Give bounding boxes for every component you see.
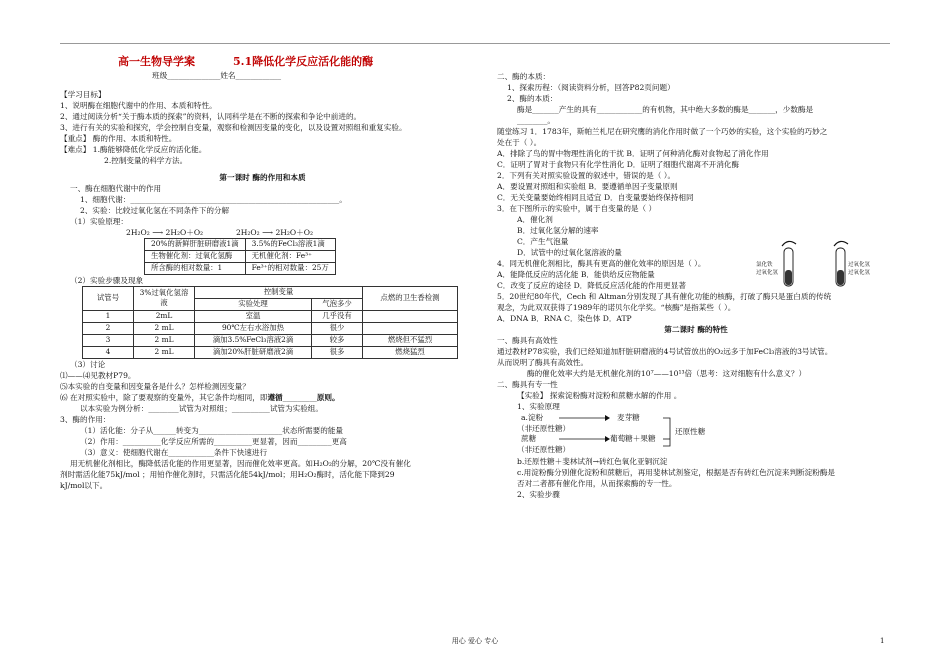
key-points: 【重点】 酶的作用、本质和特性。 (60, 133, 177, 143)
starch-label: a.淀粉 (521, 413, 544, 422)
page-title (118, 54, 465, 70)
exercise-1: 随堂练习 1．1783年，斯帕兰札尼在研究鹰的消化作用时做了一个巧妙的实验，这个实验的巧妙之 (497, 127, 828, 136)
lesson-2-heading: 第二课时 酶的特性 (664, 325, 728, 334)
function-line: （2）作用：__________化学反应所需的__________更显著，因而_________更高 (80, 436, 347, 446)
exercise-2: 2．下列有关对照实验设置的叙述中，错误的是（ ）。 (497, 171, 676, 180)
equation-row: 2H₂O₂ ⟶ 2H₂O＋O₂ 2H₂O₂ ⟶ 2H₂O＋O₂ (126, 227, 314, 237)
objective-1: 1、说明酶在细胞代谢中的作用、本质和特性。 (60, 100, 217, 110)
table-row: 2 2 mL 90℃左右水浴加热 很少 (83, 322, 458, 334)
objective-2: 2、通过阅读分析“关于酶本质的探索”的资料，认同科学是在不断的探索和争论中前进的。 (60, 111, 362, 121)
right-column: 二、酶的本质： 1、探索历程：（阅读资料分析，回答P82页问题） 2、酶的本质： 酶是_______产生的具有____________的有机物，其中绝大多数的酶是_______，少数酶是 ________。 随堂练习 1．1783年，斯帕兰札尼在研究鹰的消化作用时做了一个巧妙的实验，这个实验的巧妙之 处在于（ ）。 A．排除了鸟的胃中物理性消化的干扰 B．证明了何种消化酶对食物起了消化作用 C．证明了胃对于食物只有化学性消化 D．证明了细胞代谢离不开消化酶 2．下列有关对照实验设置的叙述中，错误的是（ ）。 A．要设置对照组和实验组 B．要遵循单因子变量原则 C．无关变量要始终相同且适宜 D．自变量要始终保持相同 3．在下图所示的实验中，属于自变量的是（ ） A．催化剂 B．过氧化氢分解的速率 C．产生气泡量 D．试管中的过氧化氢溶液的量 4．同无机催化剂相比，酶具有更高的催化效率的原因是（ ）。 A．能降低反应的活化能 B．能供给反应物能量 C．改变了反应的途径 D．降低反应活化能的作用更显著 5．20世纪80年代，Cech 和 Altman分别发现了具有催化功能的核酶，打破了酶只是蛋白质的传统 观念，为此双双获得了1989年的诺贝尔化学奖。“核酶”是指某些（ ）。 A．DNA B．RNA C．染色体 D．ATP 第二课时 酶的特性 一、酶具有高效性 通过教材P78实验，我们已经知道加肝脏研磨液的4号试管放出的O₂远多于加FeCl₃溶液的3号试管。 从而说明了酶具有高效性。 酶的催化效率大约是无机催化剂的10⁷——10¹³倍（思考：这对细胞有什么意义？） 二、酶具有专一性 【实验】 探索淀粉酶对淀粉和蔗糖水解的作用 。 1、实验原理 a.淀粉 （非还原性糖） 麦芽糖 蔗糖 （非还原性糖） 葡萄糖＋果糖 还原性糖 b.还原性糖＋斐林试剂→砖红色氧化亚铜沉淀 c.用淀粉酶分别催化淀粉和蔗糖后，再用斐林试剂鉴定，根据是否有砖红色沉淀来判断淀粉酶是 否对二者都有催化作用，从而探索酶的专一性。 2、实验步骤 (497, 71, 895, 500)
exercise-3: 3．在下图所示的实验中，属于自变量的是（ ） (497, 204, 657, 213)
section-1-heading: 一、酶在细胞代谢中的作用 (70, 183, 162, 193)
lesson-1-heading: 第一课时 酶的作用和本质 (219, 172, 306, 182)
objective-3: 3、进行有关的实验和探究，学会控制自变量，观察和检测因变量的变化，以及设置对照组和重复实验。 (60, 122, 407, 132)
enzyme-function-heading: 3、酶的作用： (60, 414, 111, 424)
discussion-1: ⑴——⑷见教材P79。 (60, 370, 136, 380)
significance-line: （3）意义：使细胞代谢在____________条件下快速进行 (80, 447, 268, 457)
test-tube-figure: 氯化铁 过氧化氢 过氧化氢 过氧化氢 (770, 240, 880, 292)
steps-table: 试管号 3%过氧化氢溶液 控制变量 点燃的卫生香检测 实验处理 气泡多少 1 2mL 室温 几乎没有 2 2 mL 90℃左右水浴加热 很少 3 2 mL 滴加3.5%FeCl₃溶液2滴 较多 燃烧但不猛烈 4 2 mL 滴加20%肝脏研磨液2滴 很多 燃烧猛烈 (82, 286, 458, 359)
section-2-heading: 二、酶的本质： (497, 72, 551, 81)
principle-heading: （1）实验原理： (70, 216, 128, 226)
title-left: 高一生物导学案 (118, 55, 195, 68)
difficulty-2: 2.控制变量的科学方法。 (104, 155, 188, 165)
table-row: 3 2 mL 滴加3.5%FeCl₃溶液2滴 较多 燃烧但不猛烈 (83, 334, 458, 346)
metabolism-line: 1、细胞代谢：_______________________________________________________。 (80, 194, 347, 204)
steps-heading: （2）实验步骤及现象 (70, 275, 144, 285)
experiment-line: 2、实验：比较过氧化氢在不同条件下的分解 (80, 205, 230, 215)
glucose-label: 葡萄糖＋果糖 (610, 434, 656, 443)
activation-energy: （1）活化能：分子从______转变为______________________状态所需要的能量 (80, 425, 344, 435)
title-right: 5.1降低化学反应活化能的酶 (233, 55, 374, 68)
left-column (60, 52, 465, 491)
header-rule (60, 43, 890, 44)
reducing-sugar-label: 还原性糖 (675, 427, 706, 436)
exercise-5: 5．20世纪80年代，Cech 和 Altman分别发现了具有催化功能的核酶，打破了酶只是蛋白质的传统 (497, 292, 832, 301)
note-line-3: kJ/mol以下。 (60, 480, 108, 490)
note-line-2: 剂时需活化能75kJ/mol ；用铂作催化剂时，只需活化能54kJ/mol；用H₂O₂酶时，活化能下降到29 (60, 469, 395, 479)
principle-table: 20%的新鲜肝脏研磨液1滴 3.5%的FeCl₃溶液1滴 生物催化剂：过氧化氢酶 无机催化剂：Fe³⁺ 所含酶的相对数量：1 Fe³⁺的相对数量：25万 (144, 238, 336, 275)
class-name-line: 班级______________姓名____________ (152, 70, 282, 80)
discussion-6: ⑹ 在对照实验中，除了要观察的变量外，其它条件均相同，即遵循_________原则。 (60, 392, 340, 402)
maltose-label: 麦芽糖 (617, 413, 640, 422)
discussion-5: ⑸本实验的自变量和因变量各是什么？怎样检测因变量？ (60, 381, 250, 391)
note-line-1: 用无机催化剂相比，酶降低活化能的作用更显著，因而催化效率更高。如H₂O₂的分解，20℃没有催化 (70, 458, 411, 468)
sucrose-label: 蔗糖 (521, 434, 537, 443)
exercise-4: 4．同无机催化剂相比，酶具有更高的催化效率的原因是（ ）。 (497, 259, 706, 268)
table-row: 1 2mL 室温 几乎没有 (83, 310, 458, 322)
difficulty-1: 【难点】 1.酶能够降低化学反应的活化能。 (60, 144, 207, 154)
discussion-heading: （3）讨论 (70, 359, 106, 369)
hydrolysis-diagram: a.淀粉 （非还原性糖） 麦芽糖 蔗糖 （非还原性糖） 葡萄糖＋果糖 还原性糖 (497, 412, 895, 456)
discussion-analysis: 以本实验为例分析：________试管为对照组；__________试管为实验组。 (80, 403, 323, 413)
page-number: 1 (880, 637, 885, 645)
objectives-heading: 【学习目标】 (60, 89, 106, 99)
table-row: 4 2 mL 滴加20%肝脏研磨液2滴 很多 燃烧猛烈 (83, 346, 458, 358)
